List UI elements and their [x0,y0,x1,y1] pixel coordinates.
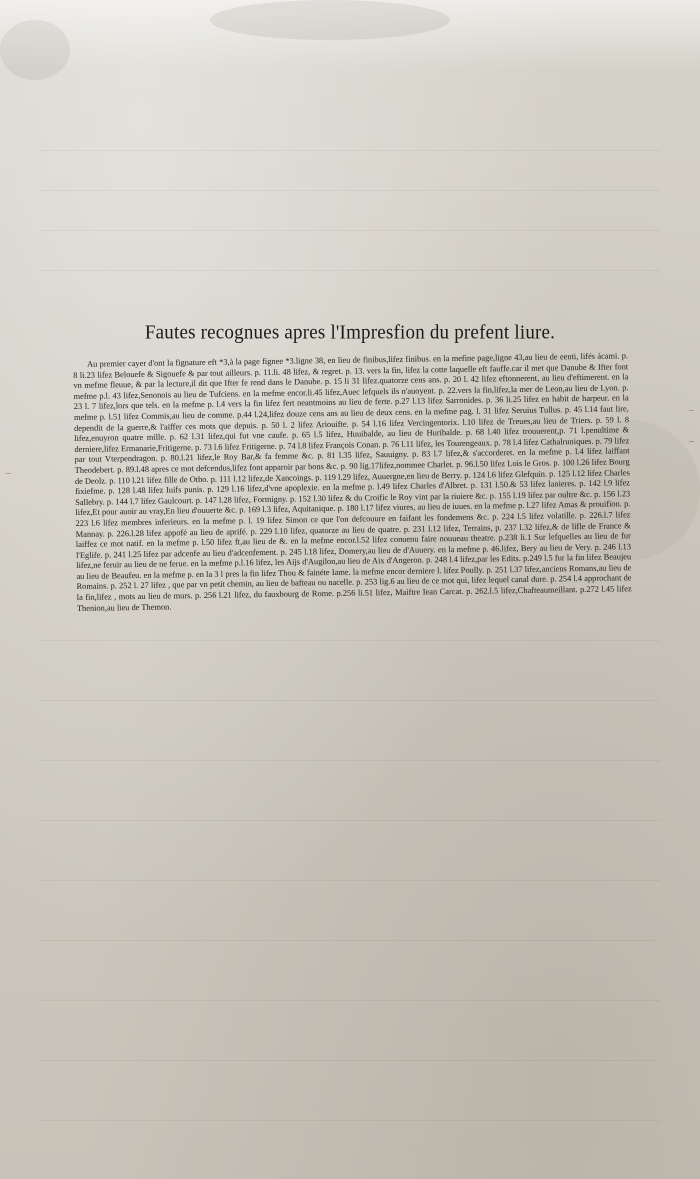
bleed-through-line [40,1060,660,1061]
bleed-through-line [40,820,660,821]
bleed-through-line [40,230,660,231]
margin-mark-icon: – [689,436,694,447]
bleed-through-line [40,190,660,191]
paper-stain [210,0,450,40]
bleed-through-line [40,880,660,881]
bleed-through-line [40,940,660,941]
bleed-through-line [40,270,660,271]
margin-mark-icon: – [6,468,11,479]
paper-stain [0,20,70,80]
bleed-through-line [40,1120,660,1121]
bleed-through-line [40,150,660,151]
page-title: Fautes recognues apres l'Impresfion du prefent liure. [144,321,556,344]
margin-mark-icon: – [689,405,694,416]
errata-paragraph: Au premier cayer d'ont la fignature eft *3,à la page fignee *3.ligne 38, en lieu de finibus,lifez finibus. en la mefine page,ligne 43,au lieu de eenti, lifés ácami. p. 8 li.23 lifez Belouefe & Sigouefe & par tout ailleurs. p. 11.li. 48 lifez, & regret. p. 13. vers la fin, lifez la cotte laquelle eft fauffe.car il met que Danube & Ifter font vn mefme fleuue, & par la lecture,il dit que Ifter fe rend dans le Danube. p. 15 li 31 lifez.quatorze cens ans. p. 20 l. 42 lifez eftonnerent, au lieu d'eftimerent. en la mefme p.l. 43 lifez,Senonois au lieu de Tufciens. en la mefme encor.li.45 lifez,Auec lefquels ils n'auoyent. p. 22.vers la fin,lifez,la mer de Leon,au lieu de Lyon. p. 23 l. 7 lifez,lors que tels. en la mefme p. l.4 vers la fin lifez fert neantmoins au lieu de ferte. p.27 l.13 lifez Sarronides. p. 36 li.25 lifez en habit de harpeur. en la mefme p. l.51 lifez Commis,au lieu de comme. p.44 l.24,lifez douze cens ans au lieu de deux cens. en la mefme pag. l. 31 lifez Seruius Tullus. p. 45 l.14 faut lire, dependit de la guerre,& l'aiffer ces mots que depuis. p. 50 l. 2 lifez Ariouifte. p. 54 l.16 lifez Vercingentorix. l.10 lifez de Treues,au lieu de Triers. p. 59 l. 8 lifez,enuyron quatre mille. p. 62 l.31 lifez,qui fut vne caufe. p. 65 l.5 lifez, Huuibalde, au lieu de Huribalde. p. 68 l.40 lifez trouuerent,p. 71 l.penultime & derniere,lifez Ermanarie,Fritigerne. p. 73 l.6 lifez Fritigerne. p. 74 l.8 lifez François Conan. p. 76 l.11 lifez, les Tourengeaux. p. 78 l.4 lifez Cathalruniques. p. 79 lifez par tout Vterpendragon. p. 80.l.21 lifez,le Roy Bar,& fa femme &c. p. 81 l.35 lifez, Sauuigny. p. 83 l.7 lifez,& s'accorderet. en la mefme p. l.4 lifez laiffant Theodebert. p. 89.l.48 apres ce mot defcendus,lifez font apparoir par bons &c. p. 90 lig.17lifez,nommee Charlet. p. 96.l.50 lifez Lois le Gros. p. 100 l.26 lifez Bourg de Deolz. p. 110 l.21 lifez fille de Otho. p. 111 l.12 lifez,de Xancoings. p. 119 l.29 lifez, Auuergne,en lieu de Berry. p. 124 l.6 lifez Glefquin. p. 125 l.12 lifez Charles fixiefme. p. 128 l.48 lifez Iuifs punis. p. 129 l.16 lifez,d'vne apoplexie. en la mefme p. l.49 lifez Charles d'Albret. p. 131 l.50.& 53 lifez lanieres. p. 142 l.9 lifez Sallebry. p. 144 l.7 lifez Gaulcourt. p. 147 l.28 lifez, Formigny. p. 152 l.30 lifez & du Croific le Roy vint par la riuiere &c. p. 155 l.19 lifez par oultre &c. p. 156 l.23 lifez,Et pour auoir au vray,En lieu d'ouuerte &c. p. 169 l.3 lifez, Aquitanique. p. 180 l.17 lifez viures, au lieu de iuues. en la mefme p. l.27 lifez Amas & prouifion. p. 223 l.6 lifez membres inferieurs. en la mefme p. l. 19 lifez Simon ce que l'on defcouure en faifant les fondemens &c. p. 224 l.5 lifez volatille. p. 226.l.7 lifez Mannay. p. 226.l.28 lifez appofé au lieu de aprifé. p. 229 l.10 lifez, quatorze au lieu de quatre. p. 231 l.12 lifez, Terrains, p. 237 l.32 lifez,& de lifle de France & laiffez ce mot natif. en la mefme p. l.50 lifez ft,au lieu de &. en la mefme encor.l.52 lifez conuenu faire nouueau theatre. p.238 li.1 Sur lefquelles au lieu de fur l'Eglife. p. 241 l.25 lifez par adcenfe au lieu d'adcenfement. p. 245 l.18 lifez, Domery,au lieu de d'Auuery. en la mefme p. 46.lifez, Bery au lieu de Very. p. 246 l.13 lifez,ne feruir au lieu de ne ferue. en la mefme p.l.16 lifez, les Aijs d'Augilon,au lieu de Aix d'Angeron. p. 248 l.4 lifez,par les Edits. p.249 l.5 fur la fin lifez Beaujeu au lieu de Beaufeu. en la mefme p. en la 3 l pres la fin lifez Thou & fainéte Iame. la mefme encor derniere l. lifez Poully. p. 251 l.37 lifez,anciens Romans,au lieu de Romains. p. 252 l. 27 lifez , que par vn petit chemin, au lieu de bafteau ou nacelle. p. 253 lig.6 au lieu de ce mot qui, lifez lequel canal dure. p. 254 l.4 approchant de la fin,lifez , mots au lieu de murs. p. 256 l.21 lifez, du fauxbourg de Rome. p.256 li.51 lifez, Maiftre Iean Carcat. p. 262.l.5 lifez,Chafteaumeillant. p.272 l.45 lifez Thenion,au lieu de Themon. [73,351,632,613]
bleed-through-line [40,1000,660,1001]
bleed-through-line [40,640,660,641]
bleed-through-line [40,700,660,701]
bleed-through-line [40,760,660,761]
errata-body [73,351,632,614]
